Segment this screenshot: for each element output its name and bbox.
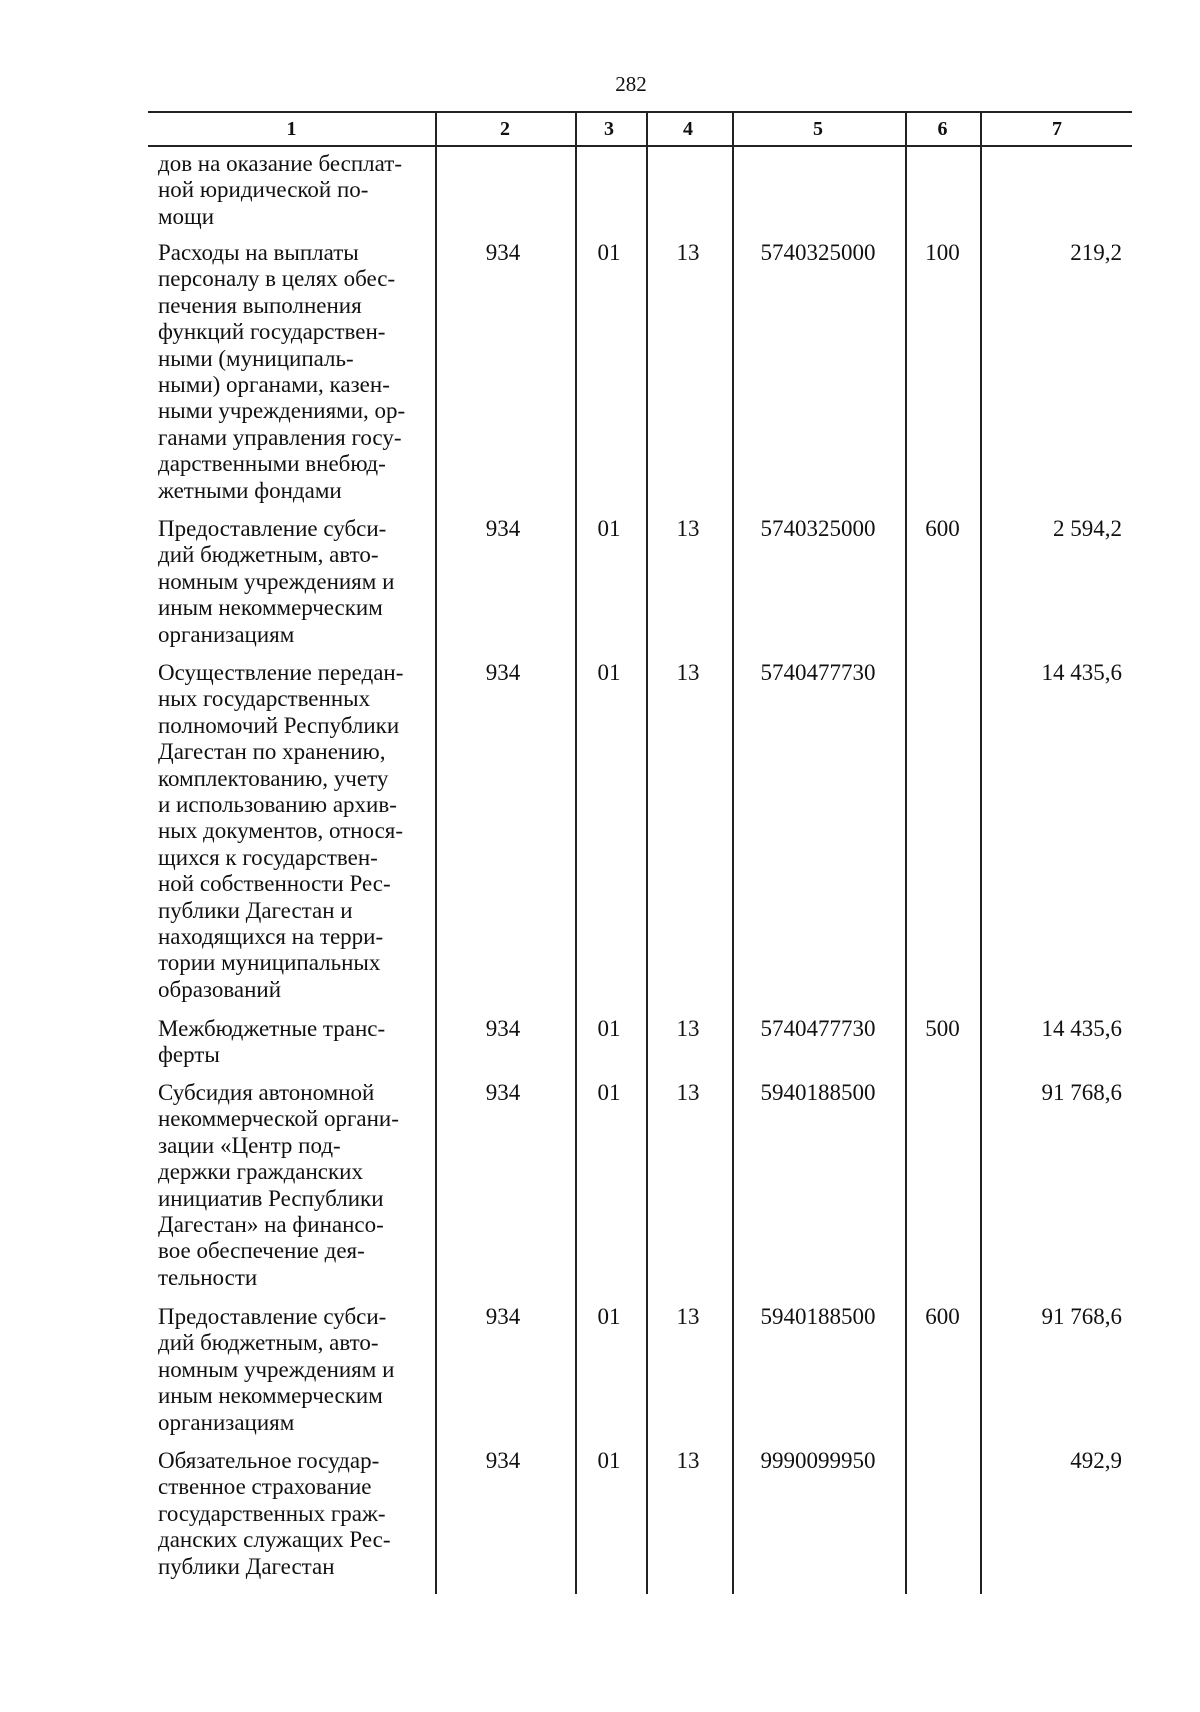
description-line: государственных граж- [158, 1500, 386, 1526]
cell-col-5: 5740325000 [760, 516, 876, 541]
description-line: ной собственности Рес- [158, 871, 391, 897]
row-description [158, 1080, 428, 1291]
description-line: организациям [158, 1409, 295, 1435]
cell-col-4: 13 [676, 660, 700, 685]
cell-col-7: 91 768,6 [1041, 1304, 1122, 1329]
cell-col-5: 5940188500 [760, 1304, 876, 1329]
description-line: публики Дагестан и [158, 897, 353, 923]
row-description [158, 1448, 428, 1580]
description-line: дарственными внебюд- [158, 451, 386, 477]
description-line: Субсидия автономной [158, 1080, 375, 1105]
description-line: тории муниципальных [158, 950, 381, 976]
cell-col-7: 219,2 [1070, 240, 1122, 265]
cell-col-6: 100 [925, 240, 960, 265]
description-line: ными (муниципаль- [158, 345, 354, 371]
description-line: печения выполнения [158, 292, 362, 318]
cell-col-2: 934 [485, 1304, 521, 1329]
description-line: дов на оказание бесплат- [158, 151, 402, 176]
header-col-4: 4 [683, 118, 693, 140]
column-divider [646, 111, 648, 1594]
cell-col-6: 600 [925, 516, 960, 541]
cell-col-2: 934 [485, 660, 521, 685]
column-divider [980, 111, 982, 1594]
cell-col-2: 934 [485, 516, 521, 541]
cell-col-3: 01 [597, 1304, 621, 1329]
row-description [158, 1304, 428, 1436]
column-divider [435, 111, 437, 1594]
description-line: Межбюджетные транс- [158, 1016, 386, 1041]
cell-col-3: 01 [597, 516, 621, 541]
description-line: Обязательное государ- [158, 1448, 380, 1473]
description-line: Дагестан» на финансо- [158, 1212, 384, 1238]
description-line: Предоставление субси- [158, 516, 387, 541]
column-divider [732, 111, 734, 1594]
cell-col-6: 600 [925, 1304, 960, 1329]
description-line: инициатив Республики [158, 1185, 384, 1211]
description-line: номным учреждениям и [158, 568, 395, 594]
cell-col-3: 01 [597, 240, 621, 265]
description-line: Дагестан по хранению, [158, 739, 386, 765]
cell-col-3: 01 [597, 660, 621, 685]
cell-col-4: 13 [676, 1080, 700, 1105]
description-line: ными учреждениями, ор- [158, 398, 406, 424]
cell-col-5: 5740477730 [760, 660, 876, 685]
description-line: полномочий Республики [158, 712, 400, 738]
cell-col-4: 13 [676, 1016, 700, 1041]
cell-col-7: 2 594,2 [1053, 516, 1122, 541]
cell-col-7: 14 435,6 [1041, 660, 1122, 685]
header-col-2: 2 [500, 118, 510, 140]
cell-col-3: 01 [597, 1080, 621, 1105]
cell-col-2: 934 [485, 1080, 521, 1105]
description-line: образований [158, 976, 282, 1002]
description-line: тельности [158, 1264, 258, 1290]
description-line: некоммерческой органи- [158, 1106, 399, 1132]
description-line: находящихся на терри- [158, 924, 384, 950]
description-line: ганами управления госу- [158, 424, 402, 450]
cell-col-5: 5740477730 [760, 1016, 876, 1041]
description-line: жетными фондами [158, 477, 342, 503]
cell-col-4: 13 [676, 1304, 700, 1329]
page-number: 282 [615, 72, 647, 96]
cell-col-7: 492,9 [1070, 1448, 1122, 1473]
cell-col-4: 13 [676, 1448, 700, 1473]
description-line: организациям [158, 621, 295, 647]
description-line: ферты [158, 1042, 220, 1068]
description-line: ными) органами, казен- [158, 372, 390, 398]
description-line: ственное страхование [158, 1474, 372, 1500]
header-col-3: 3 [604, 118, 614, 140]
cell-col-4: 13 [676, 240, 700, 265]
description-line: Расходы на выплаты [158, 240, 359, 265]
row-description [158, 1016, 428, 1069]
description-line: щихся к государствен- [158, 844, 378, 870]
description-line: зации «Центр под- [158, 1132, 341, 1158]
description-line: иным некоммерческим [158, 595, 383, 621]
cell-col-2: 934 [485, 1448, 521, 1473]
description-line: и использованию архив- [158, 792, 397, 818]
description-line: функций государствен- [158, 319, 386, 345]
row-description [158, 151, 428, 230]
description-line: дий бюджетным, авто- [158, 542, 379, 568]
description-line: ных государственных [158, 686, 371, 712]
header-col-5: 5 [813, 118, 823, 140]
description-line: ной юридической по- [158, 177, 369, 203]
description-line: мощи [158, 203, 215, 229]
description-line: публики Дагестан [158, 1553, 335, 1579]
description-line: номным учреждениям и [158, 1356, 395, 1382]
header-col-1: 1 [286, 118, 297, 140]
header-col-6: 6 [937, 118, 948, 140]
cell-col-3: 01 [597, 1016, 621, 1041]
header-col-7: 7 [1052, 118, 1062, 140]
cell-col-5: 9990099950 [760, 1448, 876, 1473]
row-description [158, 240, 428, 504]
row-description [158, 516, 428, 648]
description-line: данских служащих Рес- [158, 1527, 391, 1553]
description-line: иным некоммерческим [158, 1383, 383, 1409]
table-header [148, 111, 1132, 147]
cell-col-2: 934 [485, 240, 521, 265]
cell-col-4: 13 [676, 516, 700, 541]
cell-col-7: 14 435,6 [1041, 1016, 1122, 1041]
cell-col-2: 934 [485, 1016, 521, 1041]
description-line: Осуществление передан- [158, 660, 404, 685]
row-description [158, 660, 428, 1003]
cell-col-3: 01 [597, 1448, 621, 1473]
description-line: дий бюджетным, авто- [158, 1330, 379, 1356]
column-divider [575, 111, 577, 1594]
description-line: держки гражданских [158, 1159, 363, 1185]
cell-col-7: 91 768,6 [1041, 1080, 1122, 1105]
description-line: персоналу в целях обес- [158, 266, 396, 292]
description-line: вое обеспечение дея- [158, 1238, 365, 1264]
cell-col-5: 5740325000 [760, 240, 876, 265]
cell-col-5: 5940188500 [760, 1080, 876, 1105]
column-divider [905, 111, 907, 1594]
cell-col-6: 500 [925, 1016, 960, 1041]
description-line: Предоставление субси- [158, 1304, 387, 1329]
description-line: ных документов, относя- [158, 818, 404, 844]
description-line: комплектованию, учету [158, 765, 389, 791]
